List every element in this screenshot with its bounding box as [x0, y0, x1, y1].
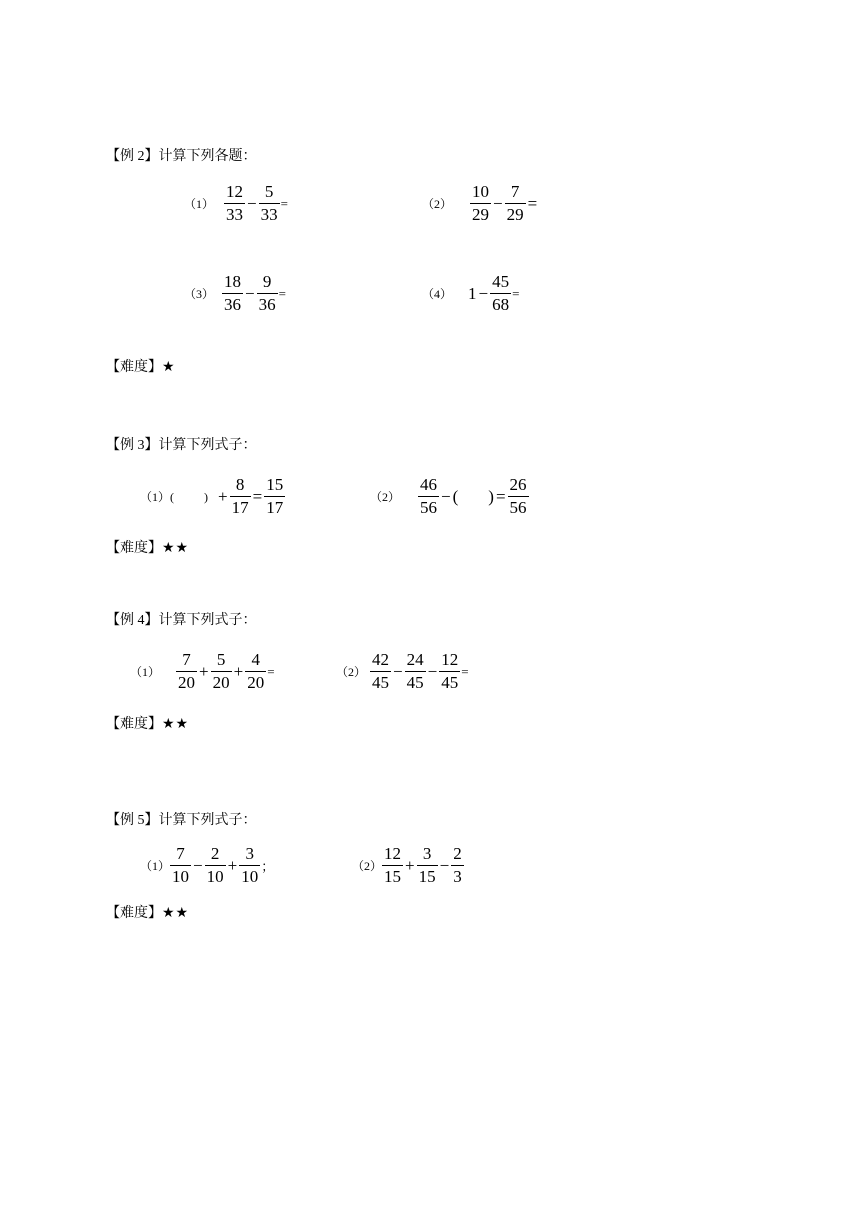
fraction [205, 844, 226, 887]
difficulty-label: 【难度】 [106, 360, 162, 375]
example-3-problem-1 [140, 475, 310, 519]
example-2-problem-3 [184, 272, 324, 316]
numerator: 5 [216, 650, 226, 669]
equals-sign: = [252, 486, 263, 506]
example-2-problem-2 [422, 182, 562, 226]
problem-label: （2） [370, 489, 401, 504]
example-5-difficulty [106, 905, 189, 923]
minus-sign: − [478, 283, 489, 303]
numerator: 2 [453, 844, 462, 863]
numerator: 10 [472, 182, 490, 201]
example-2-problem-1 [184, 182, 324, 226]
denominator: 20 [178, 673, 196, 692]
problem-label: （2） [422, 196, 453, 211]
denominator: 68 [492, 295, 510, 314]
difficulty-label: 【难度】 [106, 541, 162, 556]
fraction [382, 844, 403, 887]
equals-sign: = [461, 663, 469, 679]
denominator: 56 [509, 498, 527, 517]
numerator: 7 [182, 650, 191, 669]
fraction [508, 475, 529, 518]
equals-sign: = [527, 193, 538, 213]
fraction [259, 182, 280, 225]
denominator: 29 [472, 205, 490, 224]
numerator: 4 [251, 650, 260, 669]
denominator: 20 [247, 673, 265, 692]
denominator: 36 [258, 295, 276, 314]
denominator: 10 [206, 867, 224, 886]
minus-sign: − [493, 193, 503, 213]
numerator: 12 [441, 650, 459, 669]
denominator: 45 [441, 673, 459, 692]
minus-sign: − [247, 193, 257, 213]
denominator: 29 [506, 205, 524, 224]
fraction [417, 844, 438, 887]
fraction [239, 844, 260, 887]
numerator: 26 [509, 475, 527, 494]
problem-label: （1） [130, 664, 161, 679]
close-paren: ) [204, 489, 209, 504]
semicolon: ； [261, 859, 275, 874]
denominator: 10 [241, 867, 259, 886]
fraction [257, 272, 278, 315]
minus-sign: − [193, 855, 203, 875]
fraction [405, 650, 426, 693]
fraction [222, 272, 243, 315]
numerator: 45 [492, 272, 510, 291]
minus-sign: − [439, 855, 450, 875]
denominator: 33 [226, 205, 244, 224]
numerator: 12 [384, 844, 402, 863]
star-icon: ★★ [162, 541, 190, 556]
example-3-heading: 【例 3】计算下列式子： [106, 438, 257, 453]
fraction [211, 650, 232, 693]
numerator: 12 [226, 182, 244, 201]
fraction [418, 475, 439, 518]
equals-sign: = [278, 285, 286, 301]
denominator: 15 [418, 867, 436, 886]
numerator: 9 [262, 272, 272, 291]
denominator: 45 [372, 673, 390, 692]
numerator: 5 [264, 182, 274, 201]
example-3-problem-2 [370, 475, 550, 519]
open-paren: ( [170, 489, 175, 504]
example-5-heading: 【例 5】计算下列式子： [106, 813, 257, 828]
example-2-heading: 【例 2】计算下列各题： [106, 149, 257, 164]
denominator: 10 [172, 867, 190, 886]
fraction [451, 844, 464, 887]
fraction [470, 182, 491, 225]
example-3-difficulty [106, 540, 189, 558]
whole-number: 1 [468, 283, 477, 303]
fraction [230, 475, 251, 518]
equals-sign: = [512, 285, 520, 301]
minus-sign: − [393, 661, 403, 681]
difficulty-label: 【难度】 [106, 717, 162, 732]
denominator: 20 [212, 673, 230, 692]
difficulty-label: 【难度】 [106, 906, 162, 921]
denominator: 17 [266, 498, 284, 517]
example-4-problem-2 [336, 650, 486, 694]
problem-label: （2） [336, 664, 367, 679]
denominator: 36 [224, 295, 242, 314]
numerator: 46 [420, 475, 438, 494]
plus-sign: + [405, 855, 415, 875]
numerator: 8 [235, 475, 245, 494]
problem-label: （4） [422, 286, 453, 301]
numerator: 3 [245, 844, 254, 863]
fraction [245, 650, 266, 693]
example-2-problem-4 [422, 272, 562, 316]
denominator: 56 [420, 498, 438, 517]
numerator: 3 [422, 844, 432, 863]
numerator: 7 [176, 844, 185, 863]
fraction [176, 650, 197, 693]
example-4-problem-1 [130, 650, 290, 694]
fraction [370, 650, 391, 693]
fraction [224, 182, 245, 225]
problem-label: （3） [184, 286, 215, 301]
minus-sign: − [427, 661, 438, 681]
equals-sign: = [267, 663, 275, 679]
open-paren: ( [452, 486, 459, 506]
star-icon: ★ [162, 360, 176, 375]
problem-label: （1） [140, 858, 171, 873]
denominator: 45 [406, 673, 424, 692]
fraction [490, 272, 511, 315]
star-icon: ★★ [162, 717, 190, 732]
minus-sign: − [441, 486, 451, 506]
problem-label: （1） [140, 489, 171, 504]
numerator: 2 [210, 844, 220, 863]
denominator: 3 [453, 867, 462, 886]
plus-sign: + [218, 486, 228, 506]
plus-sign: + [199, 661, 209, 681]
problem-label: （2） [352, 858, 383, 873]
fraction [439, 650, 460, 693]
plus-sign: + [233, 661, 244, 681]
numerator: 15 [266, 475, 284, 494]
star-icon: ★★ [162, 906, 190, 921]
fraction [505, 182, 526, 225]
close-paren: ) [488, 486, 494, 506]
fraction [264, 475, 285, 518]
example-5-problem-2 [352, 844, 482, 888]
denominator: 33 [260, 205, 278, 224]
numerator: 18 [224, 272, 242, 291]
example-4-heading: 【例 4】计算下列式子： [106, 613, 257, 628]
equals-sign: = [280, 195, 288, 211]
example-2-difficulty [106, 359, 176, 377]
numerator: 24 [406, 650, 424, 669]
minus-sign: − [245, 283, 255, 303]
numerator: 42 [372, 650, 390, 669]
plus-sign: + [227, 855, 238, 875]
example-4-difficulty [106, 716, 189, 734]
denominator: 17 [231, 498, 249, 517]
fraction [170, 844, 191, 887]
numerator: 7 [510, 182, 520, 201]
denominator: 15 [384, 867, 402, 886]
equals-sign: = [495, 486, 506, 506]
problem-label: （1） [184, 196, 215, 211]
example-5-problem-1 [140, 844, 280, 888]
